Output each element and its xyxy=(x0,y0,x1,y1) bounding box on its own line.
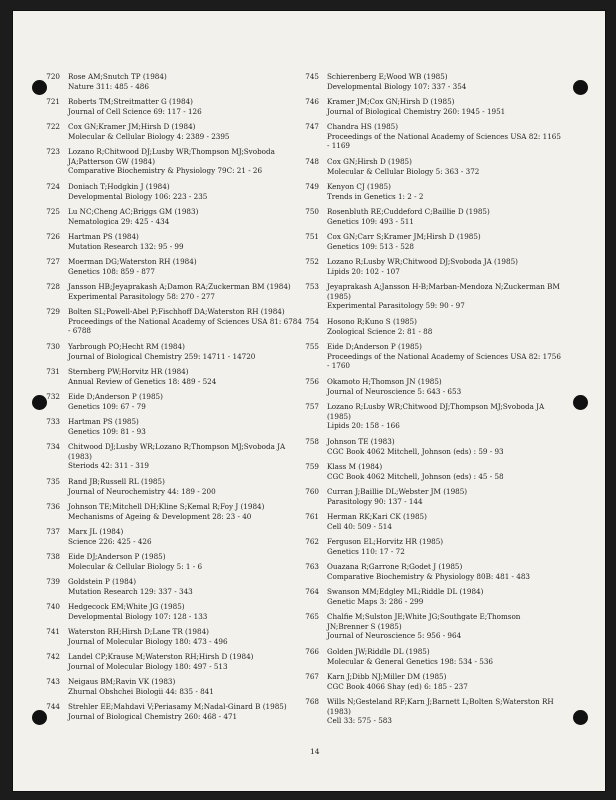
reference-entry xyxy=(299,232,563,251)
reference-number: 741 xyxy=(46,627,60,636)
reference-entry xyxy=(40,147,304,176)
reference-body xyxy=(68,477,304,502)
reference-body xyxy=(68,602,304,627)
reference-body xyxy=(68,147,304,176)
reference-authors: Rosenbluth RE;Cuddeford C;Baillie D (1985) xyxy=(327,207,490,216)
reference-source: Genetics 110: 17 - 72 xyxy=(327,546,405,556)
reference-source: Proceedings of the National Academy of Sciences USA 81: 6784 - 6788 xyxy=(68,316,302,336)
reference-entry xyxy=(40,97,304,122)
reference-entry xyxy=(40,602,304,627)
reference-body xyxy=(68,627,304,652)
reference-authors: Johnson TE;Mitchell DH;Kline S;Kemal R;Foy J (1984) xyxy=(68,502,265,511)
reference-number: 722 xyxy=(46,122,60,131)
reference-entry xyxy=(40,257,304,282)
reference-number: 768 xyxy=(305,697,319,706)
reference-number: 765 xyxy=(305,612,319,621)
reference-authors: Okamoto H;Thomson JN (1985) xyxy=(327,377,442,386)
reference-source: Genetics 109: 67 - 79 xyxy=(68,401,146,411)
reference-entry xyxy=(40,72,304,97)
reference-body xyxy=(68,677,304,702)
reference-number: 726 xyxy=(46,232,60,241)
reference-source: Journal of Neuroscience 5: 643 - 653 xyxy=(327,386,462,396)
reference-number: 729 xyxy=(46,307,60,316)
reference-source: Experimental Parasitology 59: 90 - 97 xyxy=(327,301,465,311)
reference-authors: Jeyaprakash A;Jansson H-B;Marban-Mendoza N;Zuckerman BM (1985) xyxy=(327,282,560,301)
reference-entry xyxy=(299,342,563,371)
reference-authors: Doniach T;Hodgkin J (1984) xyxy=(68,182,170,191)
reference-source: Genetics 109: 513 - 528 xyxy=(327,241,414,251)
reference-authors: Chalfie M;Sulston JE;White JG;Southgate E;Thomson JN;Brenner S (1985) xyxy=(327,612,521,631)
reference-authors: Sternberg PW;Horvitz HR (1984) xyxy=(68,367,189,376)
reference-source: CGC Book 4062 Mitchell, Johnson (eds) : 45 - 58 xyxy=(327,471,504,481)
reference-authors: Chitwood DJ;Lusby WR;Lozano R;Thompson MJ;Svoboda JA (1983) xyxy=(68,442,286,461)
reference-number: 742 xyxy=(46,652,60,661)
reference-source: Genetics 108: 859 - 877 xyxy=(68,266,155,276)
reference-source: Journal of Biological Chemistry 259: 14711 - 14720 xyxy=(68,351,256,361)
reference-number: 730 xyxy=(46,342,60,351)
reference-number: 767 xyxy=(305,672,319,681)
reference-number: 736 xyxy=(46,502,60,511)
reference-number: 750 xyxy=(305,207,319,216)
reference-number: 734 xyxy=(46,442,60,451)
reference-source: Annual Review of Genetics 18: 489 - 524 xyxy=(68,376,217,386)
reference-authors: Strehler EE;Mahdavi V;Periasamy M;Nadal-Ginard B (1985) xyxy=(68,702,287,711)
punch-hole xyxy=(573,710,588,725)
reference-authors: Landel CP;Krause M;Waterston RH;Hirsh D (1984) xyxy=(68,652,254,661)
reference-number: 747 xyxy=(305,122,319,131)
reference-body xyxy=(327,487,563,506)
reference-authors: Lu NC;Cheng AC;Briggs GM (1983) xyxy=(68,207,199,216)
reference-source: Comparative Biochemistry & Physiology 79C: 21 - 26 xyxy=(68,166,263,176)
reference-body xyxy=(68,342,304,367)
reference-entry xyxy=(40,392,304,417)
reference-number: 757 xyxy=(305,402,319,411)
reference-source: Genetics 109: 493 - 511 xyxy=(327,216,414,226)
reference-entry xyxy=(299,512,563,531)
reference-entry xyxy=(40,527,304,552)
reference-authors: Goldstein P (1984) xyxy=(68,577,137,586)
reference-entry xyxy=(40,182,304,207)
reference-authors: Cox GN;Kramer JM;Hirsh D (1984) xyxy=(68,122,196,131)
reference-source: Nematologica 29: 425 - 434 xyxy=(68,216,170,226)
reference-body xyxy=(327,462,563,481)
reference-body xyxy=(68,232,304,257)
reference-authors: Lozano R;Chitwood DJ;Lusby WR;Thompson MJ;Svoboda JA;Patterson GW (1984) xyxy=(68,147,275,166)
reference-body xyxy=(327,647,563,666)
reference-authors: Eide D;Anderson P (1985) xyxy=(327,342,422,351)
reference-body xyxy=(68,417,304,442)
reference-authors: Eide D;Anderson P (1985) xyxy=(68,392,163,401)
reference-body xyxy=(68,97,304,122)
reference-authors: Kenyon CJ (1985) xyxy=(327,182,391,191)
reference-entry xyxy=(299,697,563,726)
reference-number: 751 xyxy=(305,232,319,241)
reference-number: 754 xyxy=(305,317,319,326)
reference-body xyxy=(327,122,563,151)
reference-authors: Herman RK;Kari CK (1985) xyxy=(327,512,427,521)
reference-source: Developmental Biology 107: 337 - 354 xyxy=(327,81,467,91)
reference-authors: Hosono R;Kuno S (1985) xyxy=(327,317,417,326)
reference-entry xyxy=(40,652,304,677)
reference-authors: Bolten SL;Powell-Abel P;Fischhoff DA;Waterston RH (1984) xyxy=(68,307,285,316)
reference-number: 723 xyxy=(46,147,60,156)
reference-authors: Kramer JM;Cox GN;Hirsh D (1985) xyxy=(327,97,455,106)
reference-body xyxy=(327,342,563,371)
reference-entry xyxy=(299,317,563,336)
reference-number: 764 xyxy=(305,587,319,596)
reference-authors: Klass M (1984) xyxy=(327,462,383,471)
reference-authors: Schierenberg E;Wood WB (1985) xyxy=(327,72,448,81)
reference-body xyxy=(68,527,304,552)
reference-number: 739 xyxy=(46,577,60,586)
reference-number: 761 xyxy=(305,512,319,521)
reference-number: 749 xyxy=(305,182,319,191)
reference-authors: Jansson HB;Jeyaprakash A;Damon RA;Zuckerman BM (1984) xyxy=(68,282,291,291)
punch-hole xyxy=(573,80,588,95)
reference-source: Journal of Neurochemistry 44: 189 - 200 xyxy=(68,486,216,496)
reference-entry xyxy=(40,627,304,652)
reference-number: 760 xyxy=(305,487,319,496)
reference-number: 758 xyxy=(305,437,319,446)
reference-body xyxy=(68,307,304,336)
reference-source: CGC Book 4062 Mitchell, Johnson (eds) : 59 - 93 xyxy=(327,446,504,456)
reference-number: 766 xyxy=(305,647,319,656)
reference-body xyxy=(68,652,304,677)
reference-entry xyxy=(299,377,563,396)
reference-source: Comparative Biochemistry & Physiology 80B: 481 - 483 xyxy=(327,571,530,581)
reference-body xyxy=(327,282,563,311)
reference-authors: Hartman PS (1984) xyxy=(68,232,139,241)
reference-authors: Neigaus BM;Ravin VK (1983) xyxy=(68,677,176,686)
reference-body xyxy=(68,182,304,207)
reference-entry xyxy=(299,647,563,666)
document-page xyxy=(12,10,606,792)
reference-entry xyxy=(299,587,563,606)
reference-entry xyxy=(299,72,563,91)
reference-number: 737 xyxy=(46,527,60,536)
reference-body xyxy=(327,437,563,456)
reference-number: 745 xyxy=(305,72,319,81)
reference-source: Journal of Neuroscience 5: 956 - 964 xyxy=(327,631,462,641)
reference-body xyxy=(68,367,304,392)
reference-entry xyxy=(40,442,304,471)
reference-authors: Rand JB;Russell RL (1985) xyxy=(68,477,165,486)
reference-number: 720 xyxy=(46,72,60,81)
reference-body xyxy=(327,72,563,91)
reference-entry xyxy=(40,552,304,577)
reference-source: Parasitology 90: 137 - 144 xyxy=(327,496,423,506)
reference-source: Journal of Molecular Biology 180: 497 - 513 xyxy=(68,661,228,671)
reference-entry xyxy=(299,487,563,506)
reference-authors: Wills N;Gesteland RF;Karn J;Barnett L;Bolten S;Waterston RH (1983) xyxy=(327,697,554,716)
reference-number: 721 xyxy=(46,97,60,106)
reference-body xyxy=(327,402,563,431)
reference-body xyxy=(68,392,304,417)
reference-entry xyxy=(40,702,304,727)
reference-authors: Curran J;Baillie DL;Webster JM (1985) xyxy=(327,487,468,496)
reference-authors: Johnson TE (1983) xyxy=(327,437,395,446)
reference-source: Zoological Science 2: 81 - 88 xyxy=(327,326,433,336)
reference-number: 759 xyxy=(305,462,319,471)
reference-entry xyxy=(40,502,304,527)
reference-source: Genetic Maps 3: 286 - 299 xyxy=(327,596,424,606)
reference-authors: Cox GN;Hirsh D (1985) xyxy=(327,157,412,166)
reference-body xyxy=(327,512,563,531)
reference-source: Journal of Biological Chemistry 260: 468 - 471 xyxy=(68,711,238,721)
reference-source: Developmental Biology 106: 223 - 235 xyxy=(68,191,208,201)
reference-source: Molecular & General Genetics 198: 534 - 536 xyxy=(327,656,493,666)
reference-entry xyxy=(40,342,304,367)
reference-source: Lipids 20: 102 - 107 xyxy=(327,266,400,276)
reference-source: Developmental Biology 107: 128 - 133 xyxy=(68,611,208,621)
reference-entry xyxy=(299,537,563,556)
reference-number: 740 xyxy=(46,602,60,611)
reference-source: Journal of Molecular Biology 180: 473 - 496 xyxy=(68,636,228,646)
reference-source: Nature 311: 485 - 486 xyxy=(68,81,149,91)
reference-authors: Karn J;Dibb NJ;Miller DM (1985) xyxy=(327,672,447,681)
reference-body xyxy=(327,587,563,606)
reference-number: 731 xyxy=(46,367,60,376)
reference-entry xyxy=(40,477,304,502)
reference-source: Mutation Research 129: 337 - 343 xyxy=(68,586,193,596)
reference-body xyxy=(327,537,563,556)
reference-source: Cell 33: 575 - 583 xyxy=(327,716,392,726)
reference-body xyxy=(327,612,563,641)
reference-authors: Lozano R;Lusby WR;Chitwood DJ;Svoboda JA (1985) xyxy=(327,257,518,266)
reference-entry xyxy=(299,462,563,481)
reference-body xyxy=(68,207,304,232)
reference-source: Genetics 109: 81 - 93 xyxy=(68,426,146,436)
reference-entry xyxy=(299,182,563,201)
reference-number: 725 xyxy=(46,207,60,216)
reference-authors: Roberts TM;Streitmatter G (1984) xyxy=(68,97,193,106)
reference-source: Proceedings of the National Academy of Sciences USA 82: 1756 - 1760 xyxy=(327,351,561,371)
reference-authors: Marx JL (1984) xyxy=(68,527,124,536)
reference-body xyxy=(327,232,563,251)
reference-source: Journal of Biological Chemistry 260: 1945 - 1951 xyxy=(327,106,506,116)
reference-source: CGC Book 4066 Shay (ed) 6: 185 - 237 xyxy=(327,681,468,691)
reference-entry xyxy=(40,207,304,232)
reference-entry xyxy=(299,282,563,311)
punch-hole xyxy=(573,395,588,410)
reference-body xyxy=(68,502,304,527)
reference-body xyxy=(68,282,304,307)
reference-authors: Rose AM;Snutch TP (1984) xyxy=(68,72,167,81)
reference-entry xyxy=(40,282,304,307)
reference-body xyxy=(327,207,563,226)
reference-number: 762 xyxy=(305,537,319,546)
reference-entry xyxy=(299,207,563,226)
reference-number: 746 xyxy=(305,97,319,106)
reference-number: 756 xyxy=(305,377,319,386)
reference-number: 748 xyxy=(305,157,319,166)
reference-entry xyxy=(299,402,563,431)
reference-entry xyxy=(299,672,563,691)
reference-number: 755 xyxy=(305,342,319,351)
reference-source: Experimental Parasitology 58: 270 - 277 xyxy=(68,291,215,301)
reference-source: Proceedings of the National Academy of Sciences USA 82: 1165 - 1169 xyxy=(327,131,561,151)
reference-body xyxy=(68,442,304,471)
reference-number: 727 xyxy=(46,257,60,266)
reference-entry xyxy=(299,257,563,276)
reference-number: 724 xyxy=(46,182,60,191)
reference-body xyxy=(327,182,563,201)
reference-authors: Ferguson EL;Horvitz HR (1985) xyxy=(327,537,444,546)
reference-authors: Waterston RH;Hirsh D;Lane TR (1984) xyxy=(68,627,209,636)
reference-entry xyxy=(40,417,304,442)
reference-authors: Moerman DG;Waterston RH (1984) xyxy=(68,257,197,266)
reference-body xyxy=(327,157,563,176)
reference-source: Lipids 20: 158 - 166 xyxy=(327,421,400,431)
reference-entry xyxy=(299,97,563,116)
reference-entry xyxy=(40,677,304,702)
reference-authors: Lozano R;Lusby WR;Chitwood DJ;Thompson MJ;Svoboda JA (1985) xyxy=(327,402,545,421)
reference-entry xyxy=(40,232,304,257)
reference-source: Molecular & Cellular Biology 5: 1 - 6 xyxy=(68,561,203,571)
reference-number: 738 xyxy=(46,552,60,561)
reference-entry xyxy=(40,307,304,336)
reference-entry xyxy=(40,577,304,602)
reference-number: 763 xyxy=(305,562,319,571)
reference-authors: Eide DJ;Anderson P (1985) xyxy=(68,552,166,561)
reference-authors: Cox GN;Carr S;Kramer JM;Hirsh D (1985) xyxy=(327,232,481,241)
reference-entry xyxy=(40,122,304,147)
reference-source: Cell 40: 509 - 514 xyxy=(327,521,392,531)
reference-entry xyxy=(299,562,563,581)
reference-source: Molecular & Cellular Biology 5: 363 - 372 xyxy=(327,166,480,176)
reference-body xyxy=(327,562,563,581)
reference-entry xyxy=(299,437,563,456)
reference-number: 743 xyxy=(46,677,60,686)
reference-entry xyxy=(299,157,563,176)
reference-authors: Ouazana R;Garrone R;Godet J (1985) xyxy=(327,562,463,571)
reference-authors: Hartman PS (1985) xyxy=(68,417,139,426)
reference-entry xyxy=(299,122,563,151)
reference-number: 735 xyxy=(46,477,60,486)
reference-entry xyxy=(299,612,563,641)
reference-entry xyxy=(40,367,304,392)
reference-number: 744 xyxy=(46,702,60,711)
reference-body xyxy=(327,697,563,726)
reference-number: 733 xyxy=(46,417,60,426)
reference-authors: Yarbrough PO;Hecht RM (1984) xyxy=(68,342,185,351)
reference-source: Steriods 42: 311 - 319 xyxy=(68,461,149,471)
reference-body xyxy=(68,552,304,577)
reference-authors: Golden JW;Riddle DL (1985) xyxy=(327,647,430,656)
reference-source: Science 226: 425 - 426 xyxy=(68,536,152,546)
reference-number: 753 xyxy=(305,282,319,291)
reference-body xyxy=(68,72,304,97)
reference-number: 732 xyxy=(46,392,60,401)
reference-number: 752 xyxy=(305,257,319,266)
reference-source: Zhurnal Obshchei Biologii 44: 835 - 841 xyxy=(68,686,214,696)
reference-body xyxy=(327,97,563,116)
reference-body xyxy=(68,122,304,147)
reference-authors: Hedgecock EM;White JG (1985) xyxy=(68,602,185,611)
reference-number: 728 xyxy=(46,282,60,291)
reference-body xyxy=(68,702,304,727)
reference-source: Molecular & Cellular Biology 4: 2389 - 2395 xyxy=(68,131,230,141)
reference-body xyxy=(327,257,563,276)
reference-body xyxy=(68,577,304,602)
reference-body xyxy=(327,317,563,336)
page-number: 14 xyxy=(310,747,320,756)
reference-source: Trends in Genetics 1: 2 - 2 xyxy=(327,191,424,201)
reference-source: Mutation Research 132: 95 - 99 xyxy=(68,241,184,251)
reference-authors: Swanson MM;Edgley ML;Riddle DL (1984) xyxy=(327,587,484,596)
reference-body xyxy=(327,672,563,691)
reference-authors: Chandra HS (1985) xyxy=(327,122,399,131)
reference-body xyxy=(68,257,304,282)
reference-source: Mechanisms of Ageing & Development 28: 23 - 40 xyxy=(68,511,252,521)
reference-source: Journal of Cell Science 69: 117 - 126 xyxy=(68,106,202,116)
reference-body xyxy=(327,377,563,396)
